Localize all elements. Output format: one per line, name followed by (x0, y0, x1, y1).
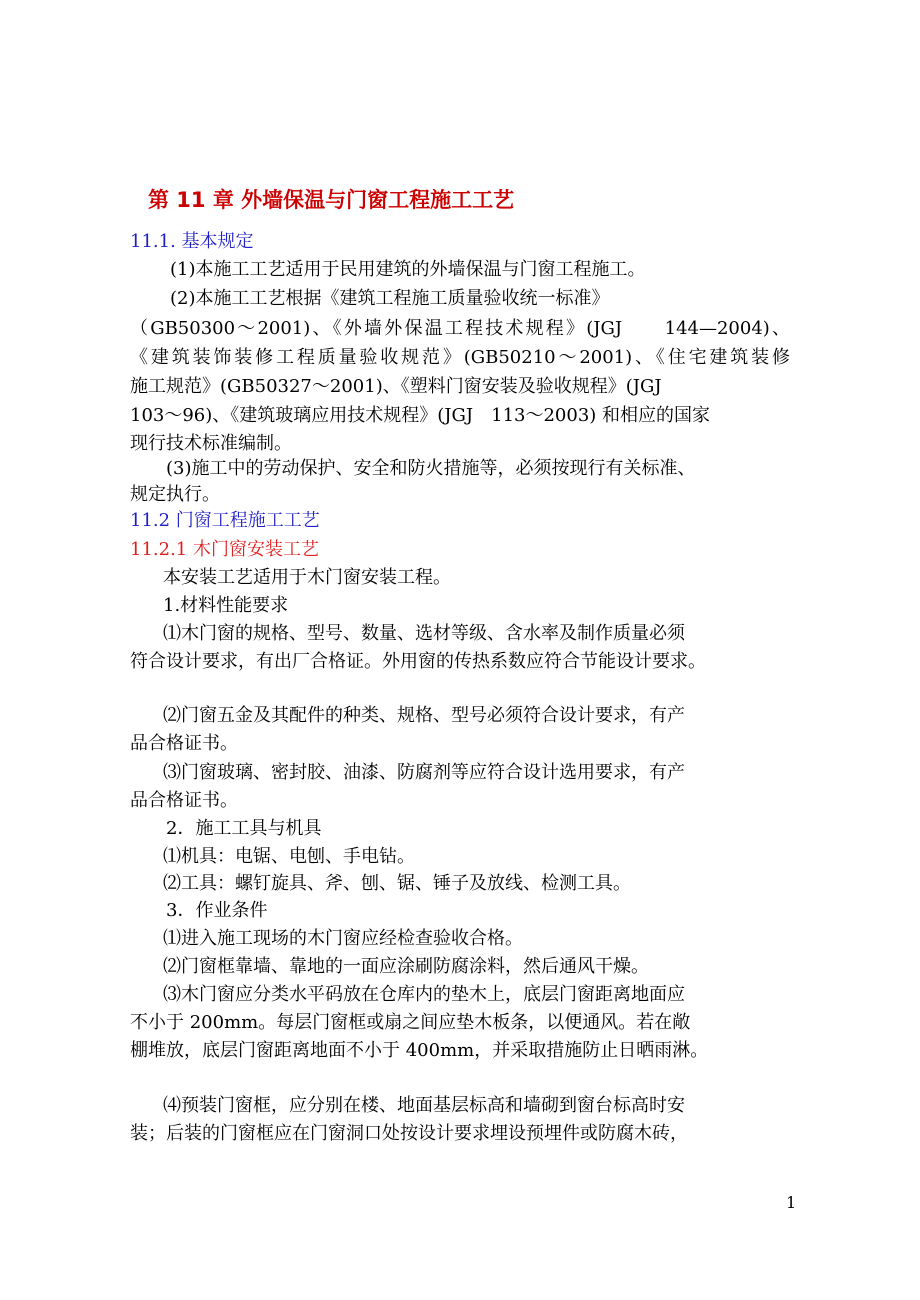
page-number: 1 (786, 1193, 797, 1212)
paragraph-line: ⑶门窗玻璃、密封胶、油漆、防腐剂等应符合设计选用要求，有产 (163, 762, 685, 783)
section-heading-11-2: 11.2 门窗工程施工工艺 (130, 510, 320, 531)
list-heading: 1.材料性能要求 (163, 595, 289, 616)
subsection-heading-11-2-1: 11.2.1 木门窗安装工艺 (130, 539, 319, 560)
section-heading-11-1: 11.1. 基本规定 (130, 231, 254, 252)
paragraph-line: 棚堆放，底层门窗距离地面不小于 400mm，并采取措施防止日晒雨淋。 (130, 1040, 709, 1061)
paragraph-line: （GB50300～2001)、《外墙外保温工程技术规程》(JGJ 144—2004)、 (130, 318, 790, 339)
paragraph-line: 施工规范》(GB50327～2001)、《塑料门窗安装及验收规程》(JGJ (130, 376, 662, 397)
paragraph-line: (2)本施工工艺根据《建筑工程施工质量验收统一标准》 (170, 288, 610, 309)
paragraph-line: 规定执行。 (130, 484, 220, 505)
paragraph-line: ⑴机具：电锯、电刨、手电钻。 (163, 846, 415, 867)
paragraph-line: (3)施工中的劳动保护、安全和防火措施等，必须按现行有关标准、 (166, 458, 696, 479)
paragraph-line: 本安装工艺适用于木门窗安装工程。 (163, 567, 451, 588)
paragraph-line: 装；后装的门窗框应在门窗洞口处按设计要求埋设预埋件或防腐木砖， (130, 1123, 688, 1144)
paragraph-line: 符合设计要求，有出厂合格证。外用窗的传热系数应符合节能设计要求。 (130, 651, 706, 672)
list-heading: 2．施工工具与机具 (166, 818, 322, 839)
paragraph-line: ⑷预装门窗框，应分别在楼、地面基层标高和墙砌到窗台标高时安 (163, 1095, 685, 1116)
paragraph-line: 103～96)、《建筑玻璃应用技术规程》(JGJ 113～2003) 和相应的国家 (130, 405, 711, 426)
paragraph-line: ⑵门窗框靠墙、靠地的一面应涂刷防腐涂料，然后通风干燥。 (163, 956, 649, 977)
paragraph-line: ⑴进入施工现场的木门窗应经检查验收合格。 (163, 928, 523, 949)
paragraph-line: ⑵门窗五金及其配件的种类、规格、型号必须符合设计要求，有产 (163, 705, 685, 726)
paragraph-line: (1)本施工工艺适用于民用建筑的外墙保温与门窗工程施工。 (170, 259, 646, 280)
paragraph-line: 现行技术标准编制。 (130, 433, 292, 454)
paragraph-line: ⑶木门窗应分类水平码放在仓库内的垫木上，底层门窗距离地面应 (163, 984, 685, 1005)
paragraph-line: 不小于 200mm。每层门窗框或扇之间应垫木板条，以便通风。若在敞 (130, 1012, 691, 1033)
paragraph-line: 品合格证书。 (130, 790, 238, 811)
paragraph-line: ⑵工具：螺钉旋具、斧、刨、锯、锤子及放线、检测工具。 (163, 873, 631, 894)
chapter-title: 第 11 章 外墙保温与门窗工程施工工艺 (148, 188, 515, 212)
paragraph-line: 《建筑装饰装修工程质量验收规范》(GB50210～2001)、《住宅建筑装修 (130, 347, 790, 368)
paragraph-line: 品合格证书。 (130, 733, 238, 754)
list-heading: 3．作业条件 (166, 900, 268, 921)
paragraph-line: ⑴木门窗的规格、型号、数量、选材等级、含水率及制作质量必须 (163, 623, 685, 644)
